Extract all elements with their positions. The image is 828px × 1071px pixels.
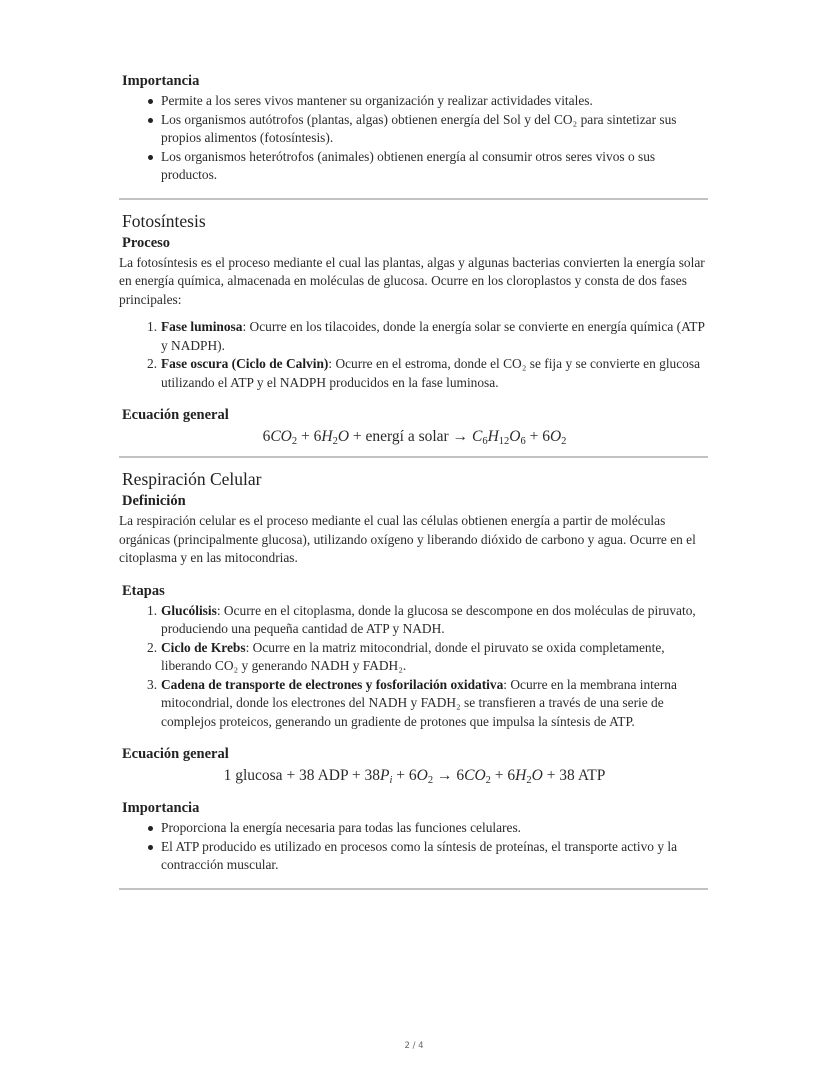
list-number: 3. [147,676,158,692]
phases-list [119,318,709,392]
list-item: Permite a los seres vivos mantener su organización y realizar actividades vitales. [161,92,709,111]
phase-description: : Ocurre en el estroma, donde el CO₂ se fija y se convierte en glucosa utilizando el ATP y el NADPH producidos en la fase luminosa. [161,356,701,390]
respiration-section [119,468,709,890]
phase-name: Fase oscura (Ciclo de Calvin) [161,356,329,371]
section-title: Fotosíntesis [122,210,206,231]
stage-description: : Ocurre en la membrana interna mitocondrial, donde los electrones del NADH y FADH₂ se transfieren a través de una serie de complejos proteicos, generando un gradiente de protones que impulsa la síntesis de ATP. [161,676,677,729]
section-divider [119,456,708,458]
phase-name: Fase luminosa [161,319,243,334]
stage-description: : Ocurre en la matriz mitocondrial, donde el piruvato se oxida completamente, liberando CO₂ y generando NADH y FADH₂. [161,639,665,673]
importance-heading: Importancia [122,800,200,816]
equation-heading: Ecuación general [122,746,229,762]
equation-heading: Ecuación general [122,407,229,423]
photosynthesis-equation: $6CO_2 + 6H_2O$ + energí a solar → $C_6H_{12}O_6 + 6O_2$ [262,428,567,447]
list-item [147,676,709,732]
list-item [147,355,709,392]
process-heading: Proceso [122,234,171,251]
importance-list [119,92,709,185]
stage-name: Ciclo de Krebs [161,639,246,655]
phase-description: : Ocurre en los tilacoides, donde la energía solar se convierte en energía química (ATP y NADPH). [161,319,705,353]
list-item: Los organismos heterótrofos (animales) obtienen energía al consumir otros seres vivos o sus productos. [161,148,709,185]
stages-list [119,602,709,732]
stages-heading: Etapas [122,582,165,599]
stage-name: Glucólisis [161,602,217,618]
photosynthesis-section [119,210,709,459]
list-item: Los organismos autótrofos (plantas, algas) obtienen energía del Sol y del CO₂ para sintetizar sus propios alimentos (fotosíntesis). [161,111,709,148]
list-number: 2. [147,639,158,655]
section-title: Respiración Celular [122,469,262,489]
process-paragraph: La fotosíntesis es el proceso mediante el cual las plantas, algas y algunas bacterias convierten la energía solar en energía química, almacenada en moléculas de glucosa. Ocurre en los cloroplastos y consta de dos fases principales: [119,254,705,307]
list-item: El ATP producido es utilizado en procesos como la síntesis de proteínas, el transporte activo y la contracción muscular. [161,838,709,875]
section-divider [119,198,708,200]
list-number: 1. [147,319,158,334]
page-content [119,72,709,890]
list-item: Proporciona la energía necesaria para todas las funciones celulares. [161,819,709,838]
list-item [147,602,709,639]
importance-heading: Importancia [122,73,200,89]
definition-paragraph: La respiración celular es el proceso mediante el cual las células obtienen energía a partir de moléculas orgánicas (principalmente glucosa), utilizando oxígeno y liberando dióxido de carbono y agua. Ocurre en el citoplasma y en las mitocondrias. [119,513,696,565]
list-item [147,318,709,355]
definition-heading: Definición [122,493,186,509]
importance-list [119,819,709,875]
section-divider [119,888,708,890]
list-number: 1. [147,602,158,618]
stage-description: : Ocurre en el citoplasma, donde la glucosa se descompone en dos moléculas de piruvato, produciendo una pequeña cantidad de ATP y NADH. [161,602,696,636]
list-item [147,639,709,676]
intro-importance-section [119,72,709,200]
list-number: 2. [147,356,158,371]
page-number: 2 / 4 [404,1041,424,1051]
respiration-equation: 1 glucosa + 38 ADP + $38P_i + 6O_2 \to 6CO_2 + 6H_2O + 38$ ATP [223,767,606,786]
stage-name: Cadena de transporte de electrones y fosforilación oxidativa [161,676,504,692]
